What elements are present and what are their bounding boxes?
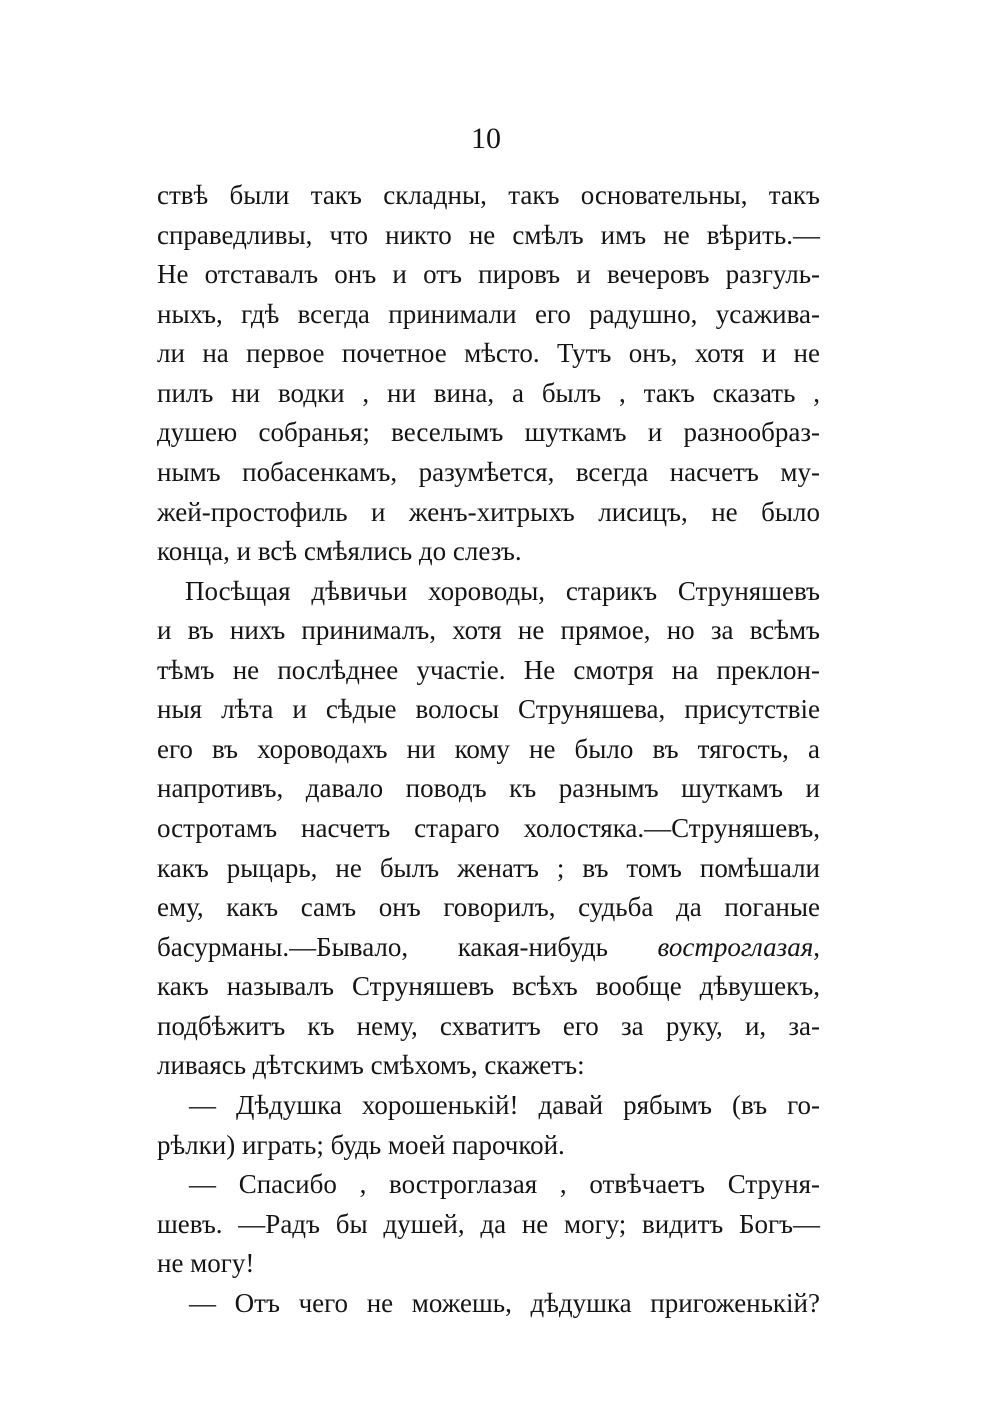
- text-line: его въ хороводахъ ни кому не было въ тягость, а: [157, 733, 820, 764]
- text-line: пилъ ни водки , ни вина, а былъ , такъ сказать ,: [157, 377, 820, 408]
- text-line: жей-простофиль и женъ-хитрыхъ лисицъ, не было: [157, 496, 820, 527]
- paragraph-start-line: Посѣщая дѣвичьи хороводы, старикъ Струняшевъ: [185, 575, 820, 606]
- text-line: остротамъ насчетъ стараго холостяка.—Струняшевъ,: [157, 813, 820, 843]
- text-line: не могу!: [157, 1248, 255, 1279]
- text-line: напротивъ, давало поводъ къ разнымъ шуткамъ и: [157, 773, 820, 804]
- page-number: [0, 122, 1000, 156]
- body-text: [157, 176, 820, 1323]
- page-number-text: 10: [471, 122, 501, 155]
- text-line: Не отставалъ онъ и отъ пировъ и вечеровъ разгуль-: [157, 259, 820, 290]
- text-line: душею собранья; веселымъ шуткамъ и разнообраз-: [157, 417, 820, 448]
- text-line: ныя лѣта и сѣдые волосы Струняшева, присутствіе: [157, 694, 820, 725]
- dialogue-line: — Дѣдушка хорошенькій! давай рябымъ (въ го-: [189, 1089, 820, 1120]
- dialogue-line: — Отъ чего не можешь, дѣдушка пригоженькій?: [189, 1287, 820, 1318]
- text-line: конца, и всѣ смѣялись до слезъ.: [157, 536, 522, 567]
- text-line: тѣмъ не послѣднее участіе. Не смотря на преклон-: [157, 654, 820, 685]
- text-line: справедливы, что никто не смѣлъ имъ не вѣрить.—: [157, 219, 820, 250]
- text-line: подбѣжитъ къ нему, схватитъ его за руку, и, за-: [157, 1010, 820, 1041]
- text-line: нымъ побасенкамъ, разумѣется, всегда насчетъ му-: [157, 456, 820, 487]
- italic-word: востроглазая: [657, 931, 814, 962]
- text-line: и въ нихъ принималъ, хотя не прямое, но за всѣмъ: [157, 615, 820, 646]
- text-line: какъ рыцарь, не былъ женатъ ; въ томъ помѣшали: [157, 852, 820, 883]
- text-segment: басурманы.—Бывало, какая-нибудь: [157, 931, 658, 962]
- dialogue-line: — Спасибо , востроглазая , отвѣчаетъ Струня-: [189, 1169, 820, 1200]
- text-line: [157, 928, 820, 968]
- text-line: ему, какъ самъ онъ говорилъ, судьба да поганые: [157, 892, 820, 923]
- text-line: рѣлки) играть; будь моей парочкой.: [157, 1129, 565, 1160]
- text-line: какъ называлъ Струняшевъ всѣхъ вообще дѣвушекъ,: [157, 971, 820, 1002]
- text-line: шевъ. —Радъ бы душей, да не могу; видитъ Богъ—: [157, 1208, 820, 1239]
- text-line: ныхъ, гдѣ всегда принимали его радушно, усажива-: [157, 298, 820, 329]
- text-line: ливаясь дѣтскимъ смѣхомъ, скажетъ:: [157, 1050, 585, 1081]
- text-segment: ,: [813, 931, 820, 962]
- text-line: ствѣ были такъ складны, такъ основательны, такъ: [157, 180, 820, 210]
- text-line: ли на первое почетное мѣсто. Тутъ онъ, хотя и не: [157, 338, 820, 369]
